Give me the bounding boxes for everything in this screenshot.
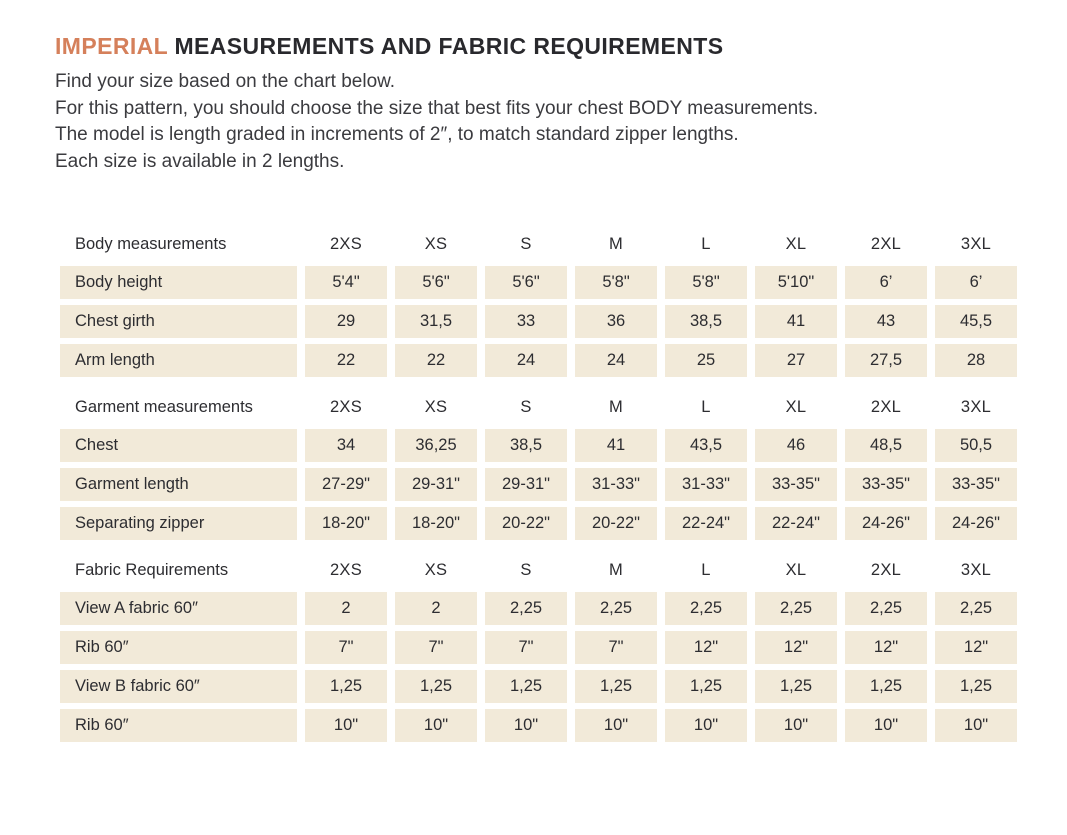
size-column-header: 3XL <box>960 235 992 253</box>
value-cell: 22-24" <box>755 507 837 540</box>
size-column-header: 2XL <box>870 561 902 579</box>
value-cell: 29 <box>305 305 387 338</box>
value-cell: 43,5 <box>665 429 747 462</box>
value-cell: 33-35" <box>935 468 1017 501</box>
section-header-row <box>60 391 1017 424</box>
value-cell: 2,25 <box>575 592 657 625</box>
value-cell: 2,25 <box>665 592 747 625</box>
value-cell: 12" <box>935 631 1017 664</box>
value-cell: 2 <box>395 592 477 625</box>
size-column-header: 2XS <box>329 235 363 253</box>
value-cell: 48,5 <box>845 429 927 462</box>
section-header-label: Body measurements <box>75 235 227 253</box>
value-cell: 12" <box>845 631 927 664</box>
size-column-header: S <box>520 235 532 253</box>
value-cell: 1,25 <box>665 670 747 703</box>
value-cell: 10" <box>575 709 657 742</box>
value-cell: 36,25 <box>395 429 477 462</box>
value-cell: 1,25 <box>485 670 567 703</box>
size-column-header: M <box>608 235 624 253</box>
table-row <box>60 429 1017 462</box>
size-column-header: M <box>608 561 624 579</box>
table-row <box>60 709 1017 742</box>
table-row <box>60 305 1017 338</box>
table-row <box>60 344 1017 377</box>
table-section <box>60 554 1017 742</box>
value-cell: 7" <box>485 631 567 664</box>
value-cell: 36 <box>575 305 657 338</box>
value-cell: 27,5 <box>845 344 927 377</box>
size-column-header: L <box>701 561 711 579</box>
value-cell: 27 <box>755 344 837 377</box>
value-cell: 38,5 <box>665 305 747 338</box>
value-cell: 20-22" <box>575 507 657 540</box>
value-cell: 24-26" <box>845 507 927 540</box>
value-cell: 2,25 <box>845 592 927 625</box>
intro-line-1: Find your size based on the chart below. <box>55 71 396 92</box>
value-cell: 31,5 <box>395 305 477 338</box>
value-cell: 2,25 <box>485 592 567 625</box>
value-cell: 27-29" <box>305 468 387 501</box>
value-cell: 1,25 <box>935 670 1017 703</box>
size-column-header: XS <box>424 235 448 253</box>
intro-paragraphs <box>55 69 1067 175</box>
value-cell: 10" <box>485 709 567 742</box>
value-cell: 10" <box>935 709 1017 742</box>
value-cell: 33-35" <box>845 468 927 501</box>
size-column-header: 3XL <box>960 561 992 579</box>
table-row <box>60 670 1017 703</box>
row-label: Rib 60″ <box>60 709 297 742</box>
page-title-rest: MEASUREMENTS AND FABRIC REQUIREMENTS <box>167 33 724 59</box>
value-cell: 6’ <box>845 266 927 299</box>
value-cell: 5'4" <box>305 266 387 299</box>
value-cell: 18-20" <box>395 507 477 540</box>
intro-line-4: Each size is available in 2 lengths. <box>55 150 345 172</box>
value-cell: 41 <box>755 305 837 338</box>
value-cell: 24-26" <box>935 507 1017 540</box>
value-cell: 5'6" <box>485 266 567 299</box>
table-section <box>60 391 1017 540</box>
value-cell: 2,25 <box>755 592 837 625</box>
value-cell: 7" <box>575 631 657 664</box>
value-cell: 5'8" <box>575 266 657 299</box>
table-row <box>60 507 1017 540</box>
row-label: Chest girth <box>60 305 297 338</box>
section-header-label: Garment measurements <box>75 398 253 416</box>
size-column-header: XL <box>785 561 807 579</box>
intro-line-2: For this pattern, you should choose the size that best fits your chest BODY measurements. <box>55 97 819 119</box>
page-title-accent: IMPERIAL <box>55 33 168 59</box>
value-cell: 25 <box>665 344 747 377</box>
size-column-header: 2XS <box>329 398 363 416</box>
value-cell: 24 <box>485 344 567 377</box>
value-cell: 38,5 <box>485 429 567 462</box>
value-cell: 10" <box>665 709 747 742</box>
value-cell: 7" <box>395 631 477 664</box>
size-column-header: M <box>608 398 624 416</box>
table-row <box>60 631 1017 664</box>
size-column-header: S <box>520 561 532 579</box>
value-cell: 2,25 <box>935 592 1017 625</box>
size-column-header: 2XS <box>329 561 363 579</box>
value-cell: 1,25 <box>845 670 927 703</box>
value-cell: 43 <box>845 305 927 338</box>
section-header-label: Fabric Requirements <box>75 561 229 579</box>
value-cell: 41 <box>575 429 657 462</box>
value-cell: 20-22" <box>485 507 567 540</box>
value-cell: 10" <box>305 709 387 742</box>
value-cell: 10" <box>755 709 837 742</box>
table-section <box>60 228 1017 377</box>
value-cell: 18-20" <box>305 507 387 540</box>
size-column-header: XL <box>785 398 807 416</box>
value-cell: 22 <box>305 344 387 377</box>
table-row <box>60 468 1017 501</box>
value-cell: 7" <box>305 631 387 664</box>
value-cell: 5'10" <box>755 266 837 299</box>
value-cell: 5'6" <box>395 266 477 299</box>
size-column-header: 3XL <box>960 398 992 416</box>
size-column-header: 2XL <box>870 398 902 416</box>
value-cell: 34 <box>305 429 387 462</box>
size-column-header: XL <box>785 235 807 253</box>
value-cell: 1,25 <box>755 670 837 703</box>
table-row <box>60 266 1017 299</box>
size-column-header: L <box>701 398 711 416</box>
section-header-row <box>60 554 1017 587</box>
value-cell: 6’ <box>935 266 1017 299</box>
size-column-header: XS <box>424 561 448 579</box>
row-label: Chest <box>60 429 297 462</box>
value-cell: 10" <box>395 709 477 742</box>
value-cell: 1,25 <box>395 670 477 703</box>
value-cell: 46 <box>755 429 837 462</box>
value-cell: 24 <box>575 344 657 377</box>
size-chart-table <box>60 228 1017 742</box>
value-cell: 29-31" <box>395 468 477 501</box>
value-cell: 10" <box>845 709 927 742</box>
value-cell: 1,25 <box>305 670 387 703</box>
row-label: Separating zipper <box>60 507 297 540</box>
size-column-header: L <box>701 235 711 253</box>
value-cell: 12" <box>665 631 747 664</box>
value-cell: 31-33" <box>575 468 657 501</box>
row-label: Garment length <box>60 468 297 501</box>
section-header-row <box>60 228 1017 261</box>
value-cell: 33 <box>485 305 567 338</box>
value-cell: 22 <box>395 344 477 377</box>
value-cell: 28 <box>935 344 1017 377</box>
value-cell: 45,5 <box>935 305 1017 338</box>
value-cell: 29-31" <box>485 468 567 501</box>
size-column-header: XS <box>424 398 448 416</box>
row-label: Arm length <box>60 344 297 377</box>
table-row <box>60 592 1017 625</box>
row-label: View B fabric 60″ <box>60 670 297 703</box>
value-cell: 1,25 <box>575 670 657 703</box>
value-cell: 50,5 <box>935 429 1017 462</box>
row-label: Body height <box>60 266 297 299</box>
value-cell: 22-24" <box>665 507 747 540</box>
value-cell: 2 <box>305 592 387 625</box>
intro-line-3: The model is length graded in increments of 2″, to match standard zipper lengths. <box>55 124 739 145</box>
value-cell: 31-33" <box>665 468 747 501</box>
page-title <box>55 33 1067 60</box>
size-column-header: 2XL <box>870 235 902 253</box>
row-label: View A fabric 60″ <box>60 592 297 625</box>
size-column-header: S <box>520 398 532 416</box>
row-label: Rib 60″ <box>60 631 297 664</box>
value-cell: 33-35" <box>755 468 837 501</box>
value-cell: 12" <box>755 631 837 664</box>
value-cell: 5'8" <box>665 266 747 299</box>
